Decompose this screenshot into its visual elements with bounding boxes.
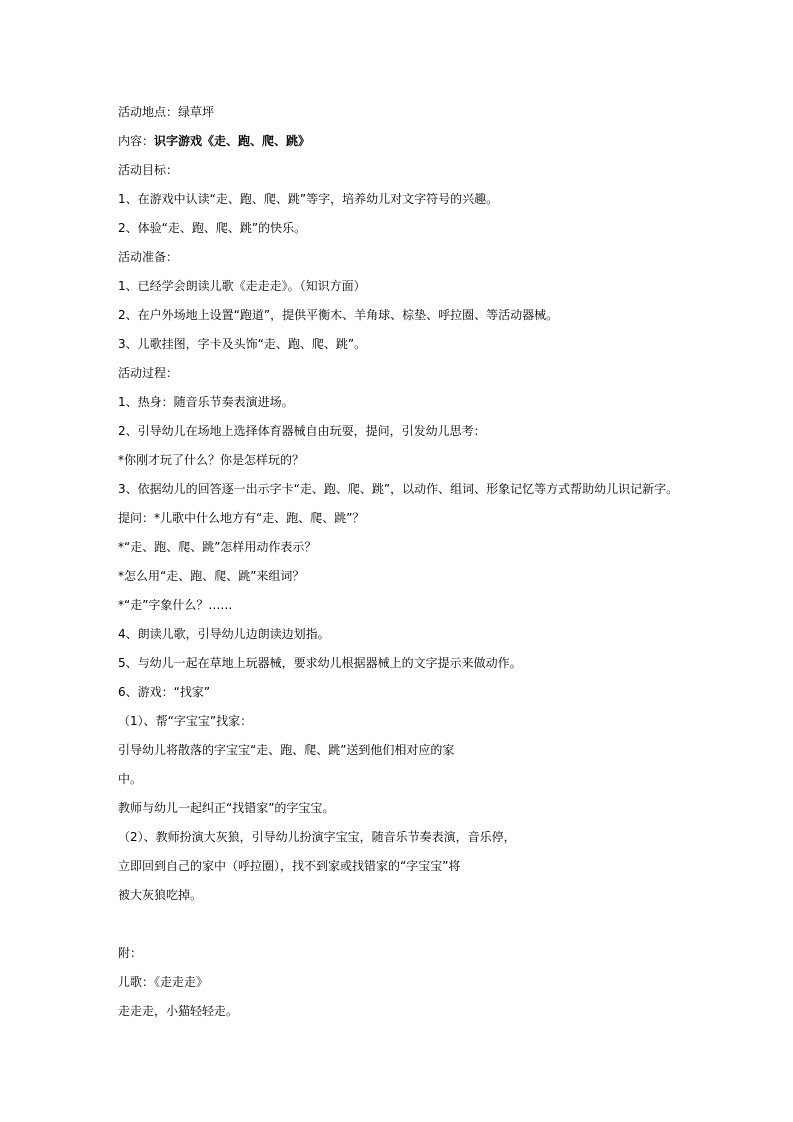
process-item: 3、依据幼儿的回答逐一出示字卡“走、跑、爬、跳”，以动作、组词、形象记忆等方式帮助幼儿识记新字。 (118, 482, 679, 496)
process-item: 引导幼儿将散落的字宝宝“走、跑、爬、跳”送到他们相对应的家 (118, 743, 455, 757)
goals-heading: 活动目标： (118, 163, 179, 177)
prep-item: 2、在户外场地上设置“跑道”，提供平衡木、羊角球、棕垫、呼拉圈、等活动器械。 (118, 308, 559, 322)
song-title: 儿歌：《走走走》 (118, 975, 209, 989)
process-item: *你刚才玩了什么？你是怎样玩的？ (118, 453, 305, 467)
process-item: 4、朗读儿歌，引导幼儿边朗读边划指。 (118, 627, 330, 641)
content-line (118, 133, 310, 149)
song-line: 走走走，小猫轻轻走。 (118, 1004, 239, 1018)
prep-item: 1、已经学会朗读儿歌《走走走》。（知识方面） (118, 279, 366, 293)
process-item: 中。 (118, 772, 143, 786)
process-item: 1、热身：随音乐节奏表演进场。 (118, 395, 294, 409)
process-item: 6、游戏：“找家” (118, 685, 211, 699)
process-item: 提问：*儿歌中什么地方有“走、跑、爬、跳”？ (118, 511, 365, 525)
process-item: 教师与幼儿一起纠正“找错家”的字宝宝。 (118, 801, 335, 815)
activity-location: 活动地点：绿草坪 (118, 105, 215, 119)
content-title: 识字游戏《走、跑、爬、跳》 (154, 134, 311, 148)
process-item: *“走”字象什么？…… (118, 598, 233, 612)
process-item: 2、引导幼儿在场地上选择体育器械自由玩耍，提问，引发幼儿思考： (118, 424, 486, 438)
process-item: 立即回到自己的家中（呼拉圈），找不到家或找错家的“字宝宝”将 (118, 859, 461, 873)
process-item: （1）、帮“字宝宝”找家： (118, 714, 253, 728)
process-item: *“走、跑、爬、跳”怎样用动作表示？ (118, 540, 317, 554)
prep-item: 3、儿歌挂图，字卡及头饰“走、跑、爬、跳”。 (118, 337, 367, 351)
process-item: （2）、教师扮演大灰狼，引导幼儿扮演字宝宝，随音乐节奏表演，音乐停， (118, 830, 516, 844)
prep-heading: 活动准备： (118, 250, 179, 264)
process-item: 5、与幼儿一起在草地上玩器械，要求幼儿根据器械上的文字提示来做动作。 (118, 656, 522, 670)
goal-item: 1、在游戏中认读“走、跑、爬、跳”等字，培养幼儿对文字符号的兴趣。 (118, 192, 499, 206)
process-item: 被大灰狼吃掉。 (118, 888, 203, 902)
process-heading: 活动过程： (118, 366, 179, 380)
appendix-heading: 附： (118, 946, 143, 960)
process-item: *怎么用“走、跑、爬、跳”来组词？ (118, 569, 305, 583)
content-label: 内容： (118, 134, 155, 148)
goal-item: 2、体验“走、跑、爬、跳”的快乐。 (118, 221, 307, 235)
